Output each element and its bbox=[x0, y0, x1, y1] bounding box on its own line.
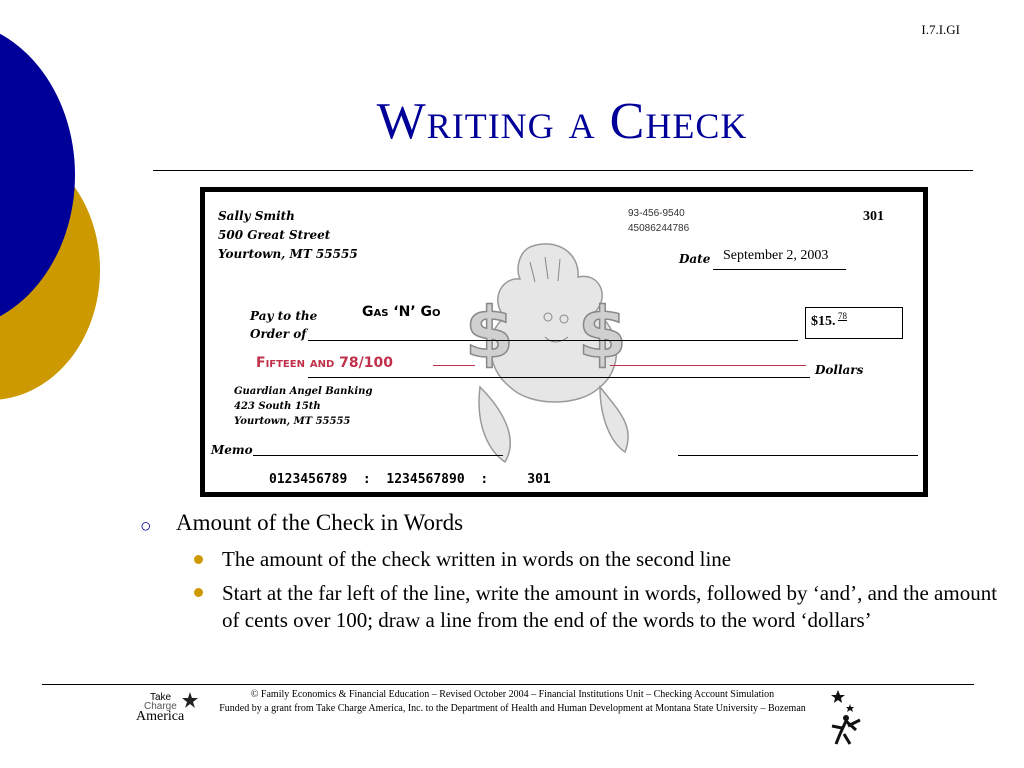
footer-divider bbox=[42, 684, 974, 685]
routing-fraction: 93-456-9540 bbox=[628, 208, 685, 219]
bullet-dot-icon bbox=[194, 588, 203, 597]
bullet-heading: Amount of the Check in Words bbox=[176, 510, 464, 535]
micr-line: 0123456789 : 1234567890 : 301 bbox=[269, 472, 551, 487]
amount-red-line-left bbox=[433, 365, 475, 366]
bank-street: 423 South 15th bbox=[234, 401, 321, 412]
check-number: 301 bbox=[863, 209, 884, 224]
amount-in-words: Fifteen and 78/100 bbox=[256, 355, 393, 371]
owner-street: 500 Great Street bbox=[218, 228, 331, 242]
bullet-circle-icon: ○ bbox=[140, 516, 152, 537]
bullet-dot-icon bbox=[194, 555, 203, 564]
logo-america: America bbox=[136, 709, 185, 724]
logo-take: Take bbox=[150, 692, 172, 703]
account-number: 45086244786 bbox=[628, 223, 690, 234]
money-bag-watermark-icon bbox=[460, 237, 650, 467]
signature-line bbox=[678, 455, 918, 456]
footer-copyright: © Family Economics & Financial Education – Revised October 2004 – Financial Institutions Unit – Checking Account Simulation bbox=[250, 689, 775, 700]
bullet-item: The amount of the check written in words on the second line bbox=[222, 547, 732, 571]
payee-name: Gas ‘N’ Go bbox=[362, 304, 441, 320]
bank-city: Yourtown, MT 55555 bbox=[234, 416, 351, 427]
pay-to-label: Pay to the bbox=[250, 309, 318, 323]
memo-label: Memo bbox=[211, 443, 253, 457]
slide-id: I.7.I.GI bbox=[921, 22, 960, 37]
date-value: September 2, 2003 bbox=[723, 248, 829, 263]
check-image bbox=[200, 187, 928, 497]
amount-dollars: $15. bbox=[811, 314, 836, 329]
bullet-item: Start at the far left of the line, write the amount in words, followed by ‘and’, and the amount of cents over 100; draw a line from the end of the words to the word ‘dollars’ bbox=[222, 581, 998, 632]
amount-cents: 78 bbox=[838, 311, 847, 321]
owner-name: Sally Smith bbox=[218, 209, 295, 223]
amount-box bbox=[805, 307, 903, 339]
svg-text:$: $ bbox=[465, 292, 514, 374]
footer-funding: Funded by a grant from Take Charge America, Inc. to the Department of Health and Human Development at Montana State University – Bozeman bbox=[219, 703, 806, 714]
memo-line bbox=[253, 455, 503, 456]
date-label: Date bbox=[679, 252, 711, 266]
amount-red-line-right bbox=[610, 365, 806, 366]
amount-words-line bbox=[308, 377, 810, 378]
title-divider bbox=[153, 170, 973, 171]
stars-figure-logo-icon bbox=[826, 690, 866, 746]
order-of-label: Order of bbox=[250, 327, 307, 341]
slide-title: Writing a Check bbox=[376, 93, 748, 150]
payee-line bbox=[308, 340, 798, 341]
owner-city: Yourtown, MT 55555 bbox=[218, 247, 358, 261]
logo-charge: Charge bbox=[144, 701, 177, 712]
bank-name: Guardian Angel Banking bbox=[234, 386, 373, 397]
dollars-label: Dollars bbox=[815, 363, 864, 377]
star-icon bbox=[182, 692, 198, 708]
take-charge-america-logo bbox=[136, 692, 202, 726]
svg-text:$: $ bbox=[578, 292, 627, 374]
date-line bbox=[713, 269, 846, 270]
